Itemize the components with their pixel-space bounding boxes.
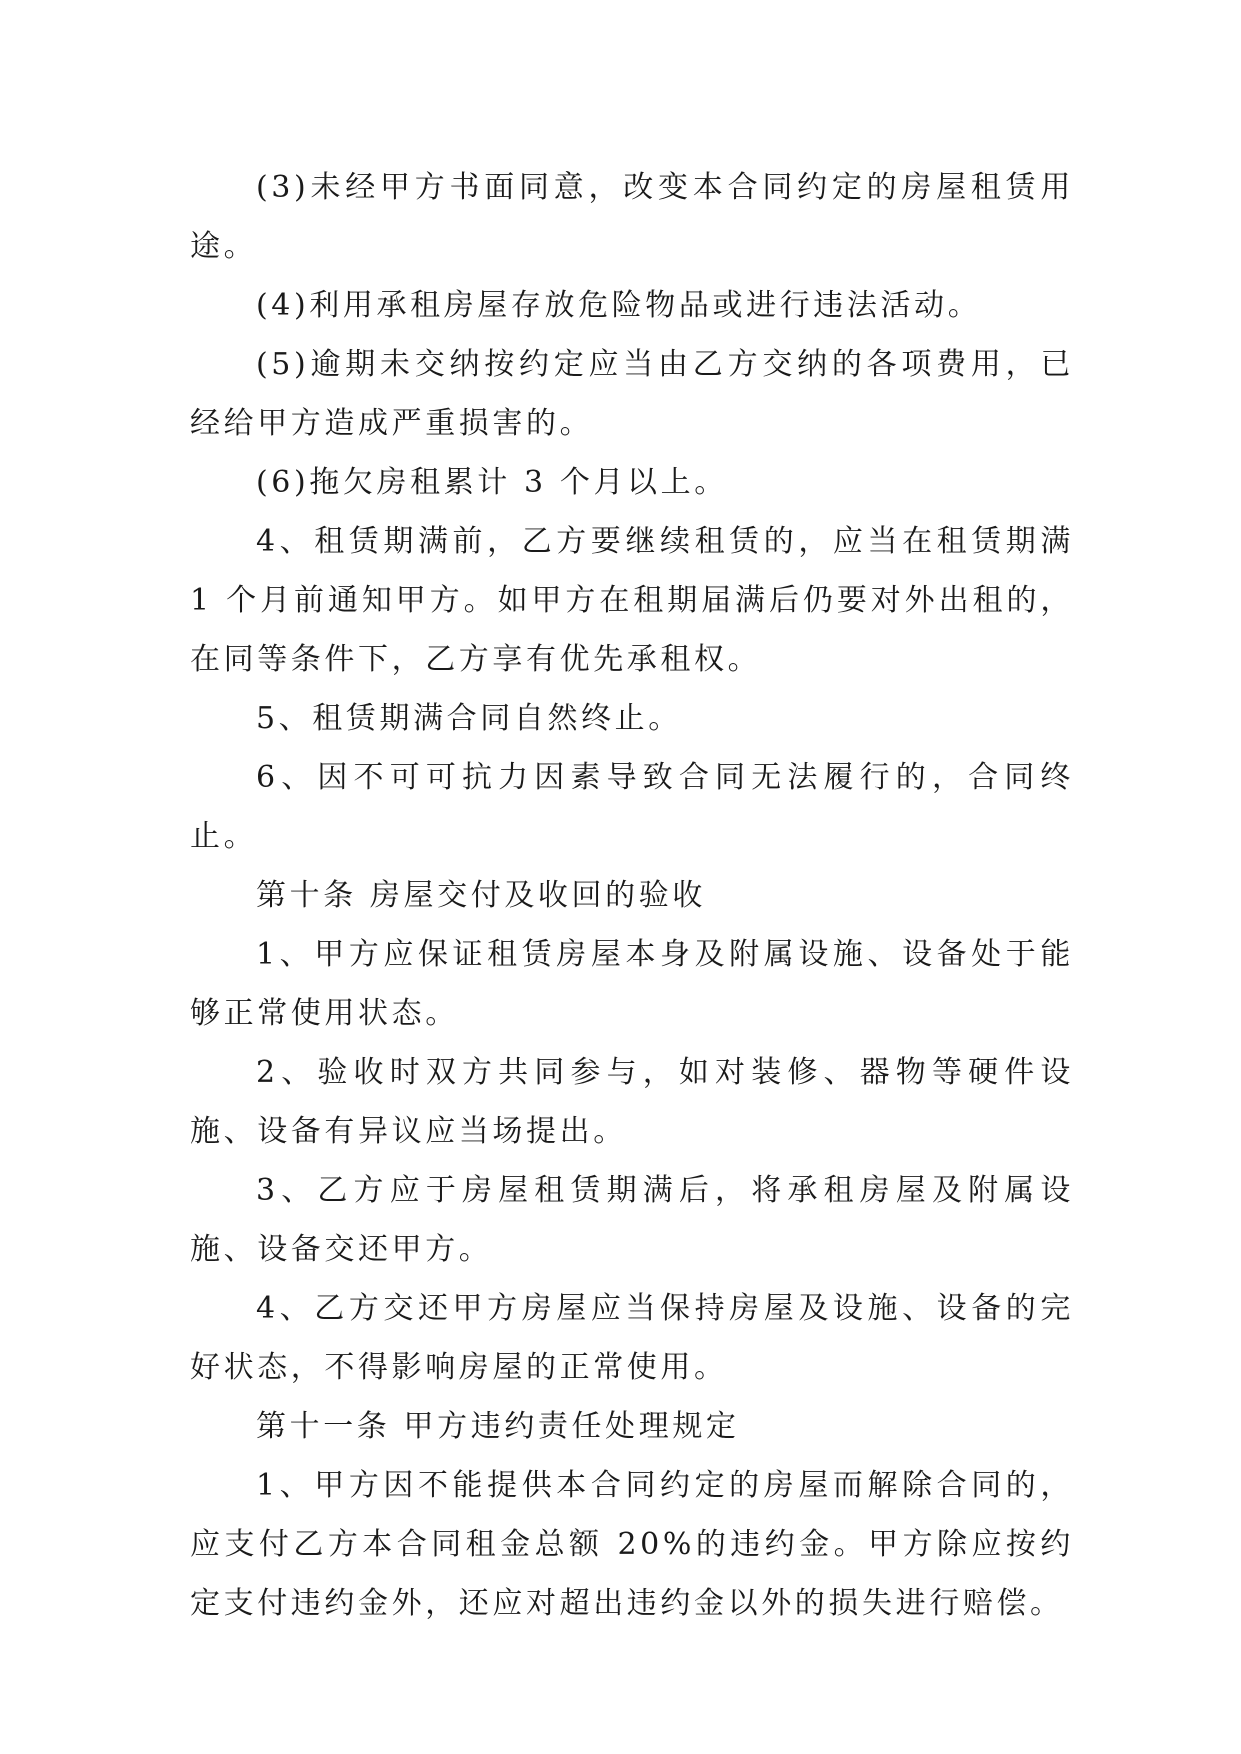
article-10-heading: 第十条 房屋交付及收回的验收 (256, 878, 706, 913)
contract-text (190, 158, 1074, 1633)
article-10-item-1: 1、甲方应保证租赁房屋本身及附属设施、设备处于能够正常使用状态。 (190, 937, 1074, 1031)
article-11-heading: 第十一条 甲方违约责任处理规定 (256, 1409, 740, 1444)
item-5-natural-termination: 5、租赁期满合同自然终止。 (256, 701, 682, 736)
article-10-item-3: 3、乙方应于房屋租赁期满后，将承租房屋及附属设施、设备交还甲方。 (190, 1173, 1074, 1267)
item-4-renewal-notice: 4、租赁期满前，乙方要继续租赁的，应当在租赁期满 1 个月前通知甲方。如甲方在租期届满后仍要对外出租的，在同等条件下，乙方享有优先承租权。 (190, 524, 1074, 677)
clause-5-overdue-fees: (5)逾期未交纳按约定应当由乙方交纳的各项费用，已经给甲方造成严重损害的。 (190, 347, 1074, 441)
clause-4-illegal-activity: (4)利用承租房屋存放危险物品或进行违法活动。 (256, 288, 982, 323)
clause-6-rent-arrears: (6)拖欠房租累计 3 个月以上。 (256, 465, 728, 500)
clause-3-usage-change: (3)未经甲方书面同意，改变本合同约定的房屋租赁用途。 (190, 170, 1074, 264)
item-6-force-majeure: 6、因不可可抗力因素导致合同无法履行的，合同终止。 (190, 760, 1074, 854)
article-10-item-4: 4、乙方交还甲方房屋应当保持房屋及设施、设备的完好状态，不得影响房屋的正常使用。 (190, 1291, 1074, 1385)
article-11-item-1: 1、甲方因不能提供本合同约定的房屋而解除合同的，应支付乙方本合同租金总额 20%的违约金。甲方除应按约定支付违约金外，还应对超出违约金以外的损失进行赔偿。 (190, 1468, 1074, 1621)
article-10-item-2: 2、验收时双方共同参与，如对装修、器物等硬件设施、设备有异议应当场提出。 (190, 1055, 1074, 1149)
